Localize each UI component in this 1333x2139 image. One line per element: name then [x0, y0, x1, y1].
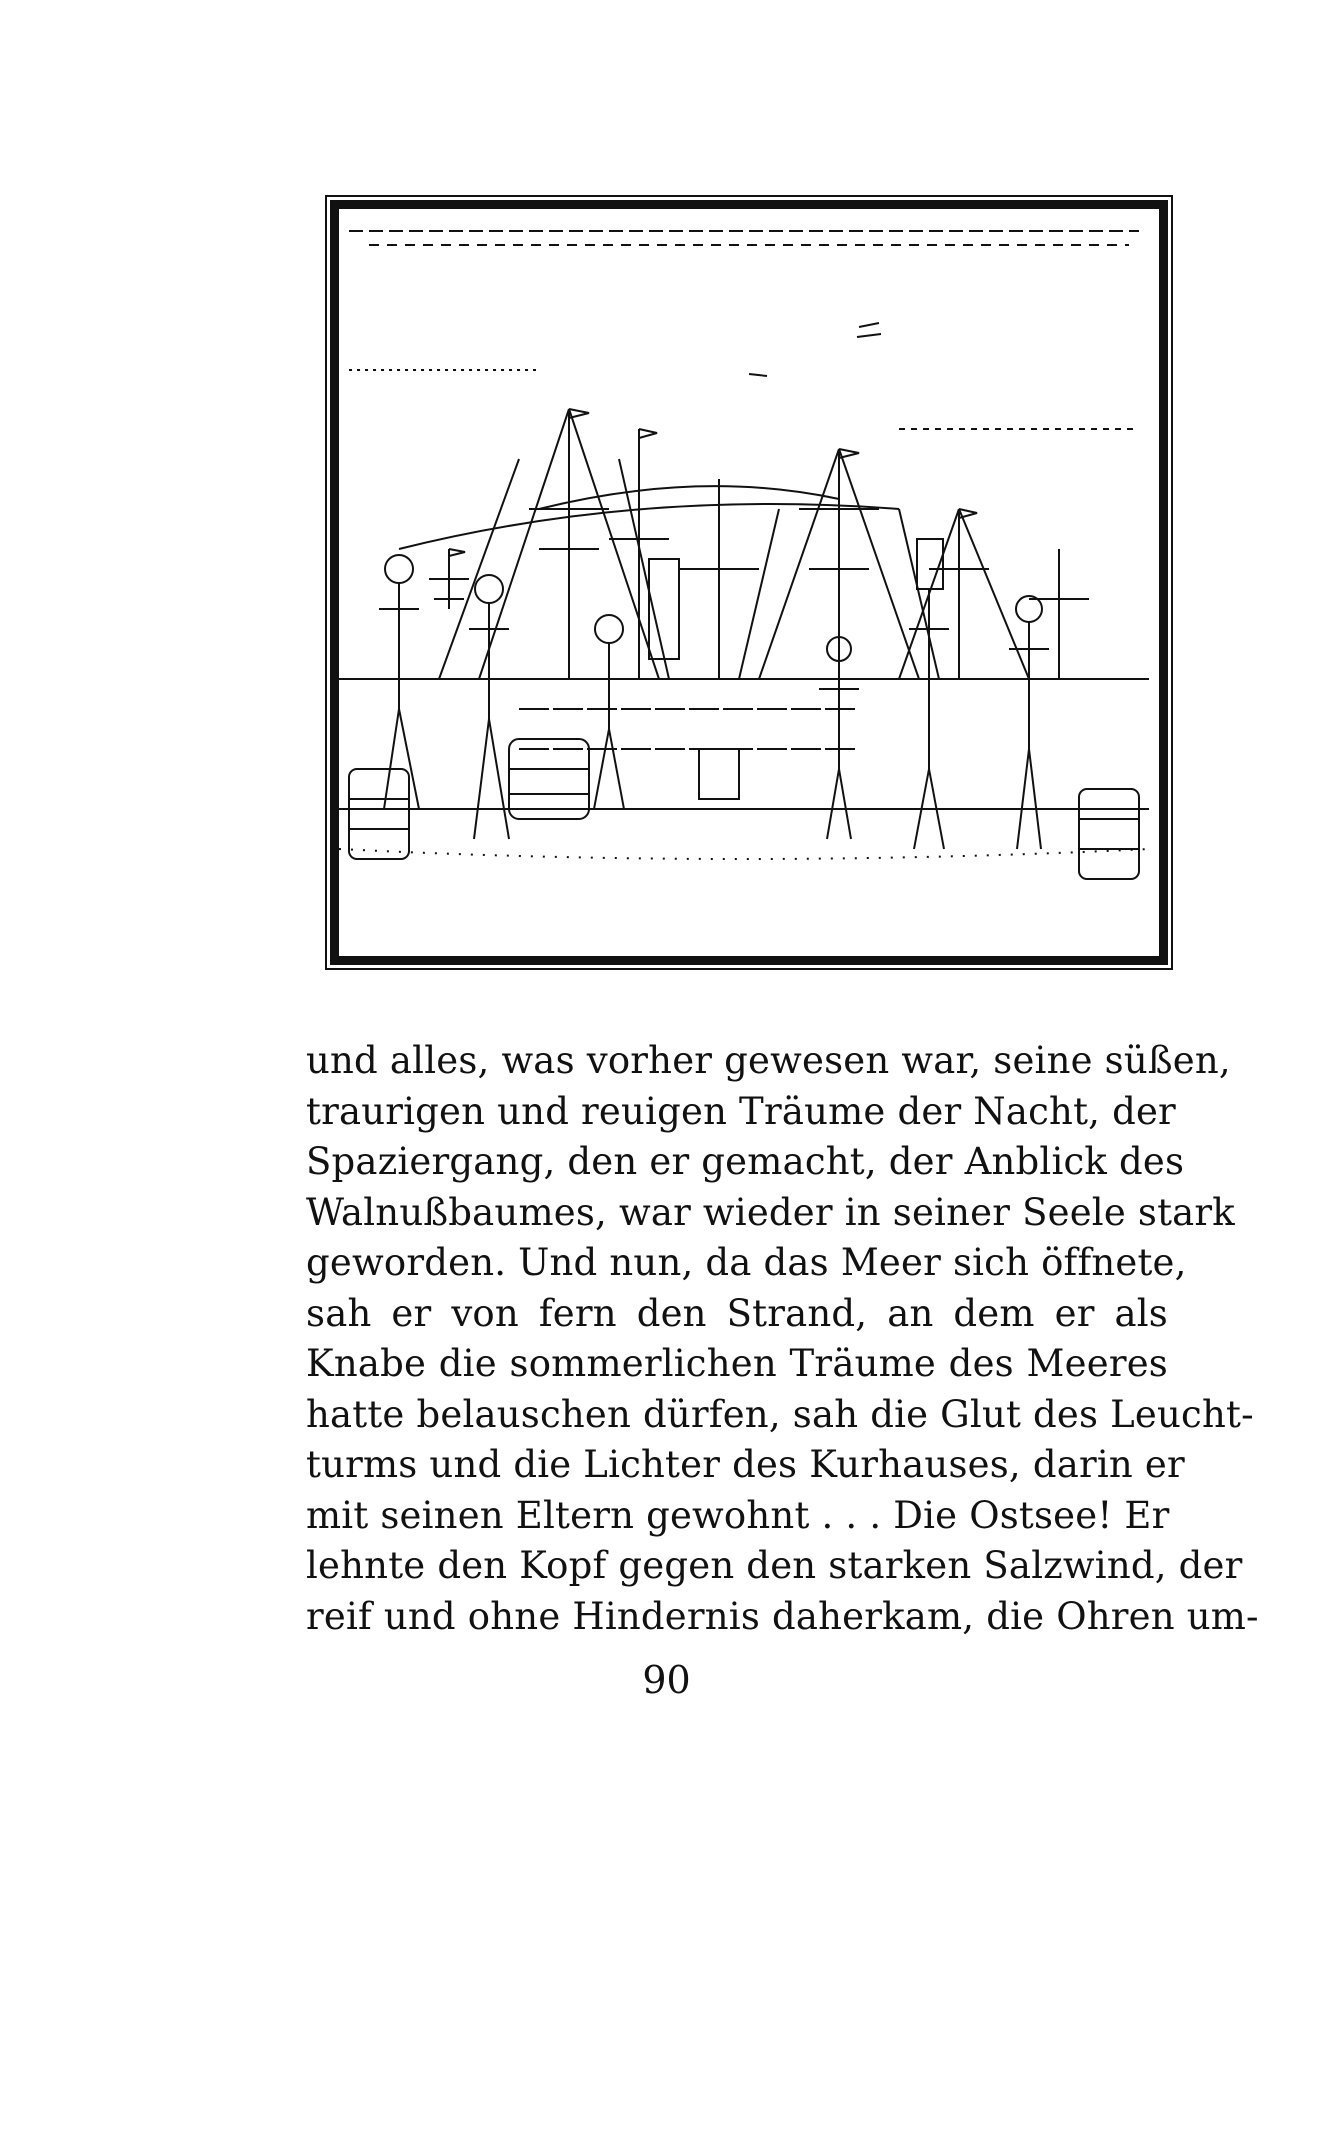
- text-line: und alles, was vorher gewesen war, seine süßen,: [306, 1039, 1231, 1082]
- text-line: traurigen und reuigen Träume der Nacht, der: [306, 1089, 1176, 1133]
- text-line: geworden. Und nun, da das Meer sich öffnete,: [306, 1241, 1187, 1284]
- text-line: Spaziergang, den er gemacht, der Anblick des: [306, 1140, 1185, 1183]
- text-line: mit seinen Eltern gewohnt . . . Die Ostsee! Er: [306, 1493, 1170, 1537]
- text-line: reif und ohne Hindernis daherkam, die Ohren um-: [306, 1594, 1259, 1638]
- text-line: lehnte den Kopf gegen den starken Salzwind, der: [306, 1544, 1243, 1587]
- text-line: hatte belauschen dürfen, sah die Glut des Leucht-: [306, 1392, 1254, 1436]
- harbor-illustration: [330, 200, 1168, 965]
- text-line: turms und die Lichter des Kurhauses, darin er: [306, 1443, 1185, 1486]
- text-line: Walnußbaumes, war wieder in seiner Seele stark: [306, 1190, 1235, 1234]
- text-line: Knabe die sommerlichen Träume des Meeres: [306, 1342, 1168, 1385]
- page-number: 90: [642, 1658, 691, 1702]
- body-text: [306, 1036, 1259, 1642]
- text-line: sah er von fern den Strand, an dem er als: [306, 1291, 1168, 1335]
